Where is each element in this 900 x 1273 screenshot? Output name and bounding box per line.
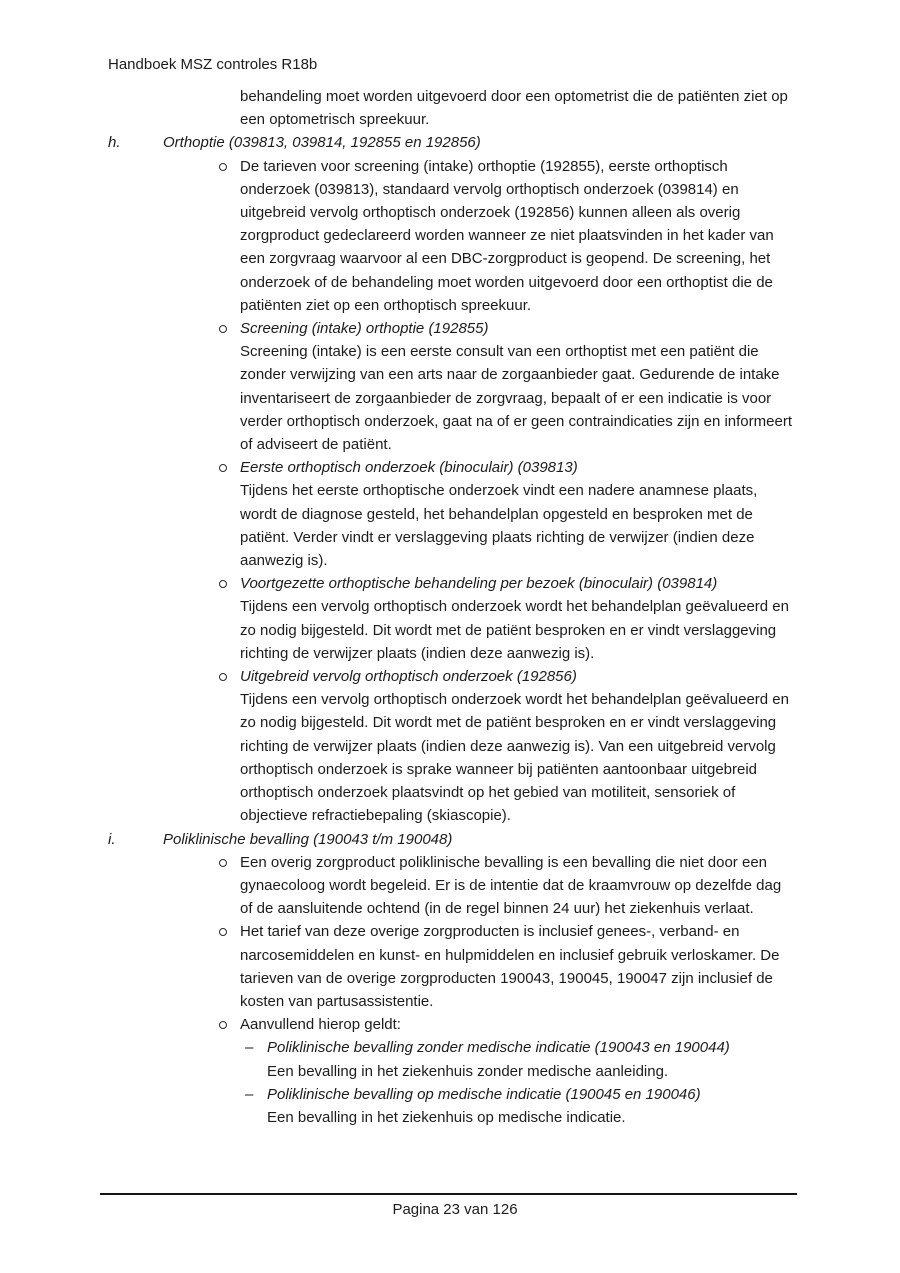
circle-bullet-marker [219,317,240,333]
list-item [219,456,900,572]
item-letter-marker: h. [108,134,121,152]
item-title: Eerste orthoptisch onderzoek (binoculair) (039813) [240,459,578,477]
item-text: Een bevalling in het ziekenhuis op medische indicatie. [267,1108,626,1126]
paragraph [0,85,900,131]
sub-list-item [245,1036,900,1082]
item-body [240,1013,793,1036]
dash-marker: – [245,1085,254,1103]
item-title: Poliklinische bevalling op medische indicatie (190045 en 190046) [267,1085,701,1103]
item-body [240,317,793,456]
item-body [240,920,793,1013]
item-title: Orthoptie (039813, 039814, 192855 en 192856) [163,134,481,152]
item-body [240,572,793,665]
circle-bullet-icon [219,673,227,681]
circle-bullet-icon [219,580,227,588]
circle-bullet-marker [219,1013,240,1029]
lettered-item [0,131,900,154]
circle-bullet-marker [219,456,240,472]
circle-bullet-marker [219,920,240,936]
footer-divider [100,1193,797,1195]
item-body [240,155,793,317]
list-item [219,317,900,456]
item-body [240,456,793,572]
item-text: Een bevalling in het ziekenhuis zonder medische aanleiding. [267,1062,669,1080]
dash-marker: – [245,1039,254,1057]
item-body [240,665,793,827]
list-item [219,1013,900,1036]
page-number-label: Pagina 23 van 126 [392,1201,518,1218]
item-title: Poliklinische bevalling zonder medische indicatie (190043 en 190044) [267,1039,730,1057]
list-item [219,155,900,317]
document-header-title: Handboek MSZ controles R18b [108,56,318,73]
item-body [240,851,793,921]
item-title: Screening (intake) orthoptie (192855) [240,320,489,338]
lettered-item [0,828,900,851]
circle-bullet-marker [219,572,240,588]
paragraph-text: behandeling moet worden uitgevoerd door een optometrist die de patiënten ziet op een optometrisch spreekuur. [240,88,788,129]
list-item [219,851,900,921]
circle-bullet-icon [219,464,227,472]
list-item [219,572,900,665]
circle-bullet-marker [219,665,240,681]
item-text: Een overig zorgproduct poliklinische bevalling is een bevalling die niet door een gynaecoloog wordt begeleid. Er is de intentie dat de kraamvrouw op dezelfde dag of de aansluitende ochtend (in de regel binnen 24 uur) het ziekenhuis verlaat. [240,853,782,918]
item-text: Screening (intake) is een eerste consult van een orthoptist met een patiënt die zonder verwijzing van een arts naar de zorgaanbieder gaat. Gedurende de intake inventariseert de zorgaanbieder de zorgvraag, bepaalt of er een indicatie is voor verder orthoptisch onderzoek, gaat na of er geen contraindicaties zijn en informeert of adviseert de patiënt. [240,343,792,454]
item-text: De tarieven voor screening (intake) orthoptie (192855), eerste orthoptisch onderzoek (039813), standaard vervolg orthoptisch onderzoek (039814) en uitgebreid vervolg orthoptisch onderzoek (192856) kunnen alleen als overig zorgproduct gedeclareerd worden wanneer ze niet plaatsvinden in het kader van een zorgvraag waarvoor al een DBC-zorgproduct is geopend. De screening, het onderzoek of de behandeling moet worden uitgevoerd door een orthoptist die de patiënten ziet op een orthoptisch spreekuur. [240,157,774,314]
item-text: Tijdens een vervolg orthoptisch onderzoek wordt het behandelplan geëvalueerd en zo nodig bijgesteld. Dit wordt met de patiënt besproken en er vindt verslaggeving richting de verwijzer plaats (indien deze aanwezig is). Van een uitgebreid vervolg orthoptisch onderzoek is sprake wanneer bij patiënten aantoonbaar uitgebreid orthoptisch onderzoek plaatsvindt op het gebied van motiliteit, sensoriek of objectieve refractiebepaling (skiascopie). [240,691,789,825]
item-text: Het tarief van deze overige zorgproducten is inclusief genees-, verband- en narcosemiddelen en kunst- en hulpmiddelen en inclusief gebruik verloskamer. De tarieven van de overige zorgproducten 190043, 190045, 190047 zijn inclusief de kosten van partusassistentie. [240,923,780,1010]
item-letter-marker: i. [108,830,116,848]
circle-bullet-icon [219,163,227,171]
item-text: Aanvullend hierop geldt: [240,1016,401,1034]
list-item [219,920,900,1013]
circle-bullet-marker [219,155,240,171]
item-title: Uitgebreid vervolg orthoptisch onderzoek (192856) [240,668,577,686]
item-text: Tijdens het eerste orthoptische onderzoek vindt een nadere anamnese plaats, wordt de diagnose gesteld, het behandelplan opgesteld en besproken met de patiënt. Verder vindt er verslaggeving plaats richting de verwijzer (indien deze aanwezig is). [240,482,758,570]
document-body [0,85,900,1129]
circle-bullet-icon [219,1021,227,1029]
circle-bullet-marker [219,851,240,867]
item-title: Poliklinische bevalling (190043 t/m 190048) [163,830,453,848]
item-title: Voortgezette orthoptische behandeling per bezoek (binoculair) (039814) [240,575,718,593]
circle-bullet-icon [219,325,227,333]
circle-bullet-icon [219,928,227,936]
list-item [219,665,900,827]
item-body [267,1036,791,1082]
item-body [267,1083,791,1129]
sub-list-item [245,1083,900,1129]
circle-bullet-icon [219,859,227,867]
item-text: Tijdens een vervolg orthoptisch onderzoek wordt het behandelplan geëvalueerd en zo nodig bijgesteld. Dit wordt met de patiënt besproken en er vindt verslaggeving richting de verwijzer plaats (indien deze aanwezig is). [240,598,789,662]
